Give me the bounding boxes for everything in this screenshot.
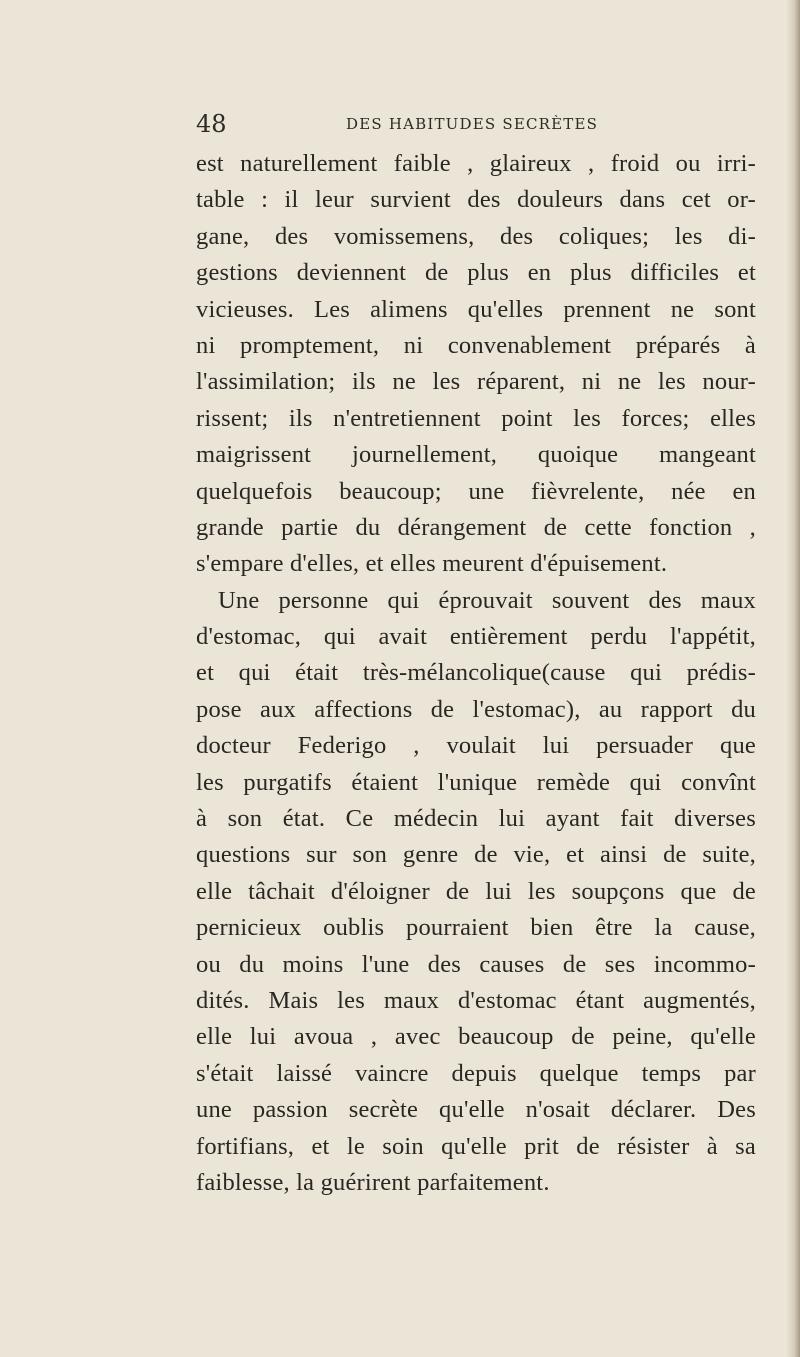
- text-line: pose aux affections de l'estomac), au rapport du: [196, 695, 756, 723]
- paragraph-start-line: Une personne qui éprouvait souvent des maux: [218, 586, 756, 614]
- text-line: ou du moins l'une des causes de ses incommo-: [196, 950, 756, 978]
- text-line: ni promptement, ni convenablement préparés à: [196, 331, 756, 359]
- text-line: elle tâchait d'éloigner de lui les soupçons que de: [196, 877, 756, 905]
- text-line: questions sur son genre de vie, et ainsi de suite,: [196, 841, 756, 869]
- text-line: elle lui avoua , avec beaucoup de peine, qu'elle: [196, 1023, 756, 1051]
- running-title: DES HABITUDES SECRÈTES: [346, 115, 599, 133]
- text-line: fortifians, et le soin qu'elle prit de résister à sa: [196, 1132, 756, 1160]
- paragraph-end-line: s'empare d'elles, et elles meurent d'épuisement.: [196, 550, 668, 578]
- text-line: rissent; ils n'entretiennent point les forces; elles: [196, 404, 756, 432]
- text-line: vicieuses. Les alimens qu'elles prennent ne sont: [196, 295, 756, 323]
- text-line: maigrissent journellement, quoique mangeant: [196, 441, 756, 469]
- text-line: à son état. Ce médecin lui ayant fait diverses: [196, 805, 756, 833]
- text-line: est naturellement faible , glaireux , froid ou irri-: [196, 150, 756, 177]
- text-line: et qui était très-mélancolique(cause qui prédis-: [196, 659, 756, 687]
- text-line: les purgatifs étaient l'unique remède qui convînt: [196, 768, 756, 796]
- text-line: d'estomac, qui avait entièrement perdu l'appétit,: [196, 623, 756, 651]
- page-edge-shadow: [786, 0, 800, 1357]
- text-line: docteur Federigo , voulait lui persuader que: [196, 732, 756, 760]
- text-line: grande partie du dérangement de cette fonction ,: [196, 513, 756, 541]
- text-line: quelquefois beaucoup; une fièvrelente, née en: [196, 477, 756, 505]
- running-head: [196, 107, 752, 141]
- text-line: s'était laissé vaincre depuis quelque temps par: [196, 1059, 756, 1087]
- text-line: pernicieux oublis pourraient bien être la cause,: [196, 914, 756, 942]
- page-number: 48: [196, 110, 227, 138]
- body-text: [196, 146, 756, 1201]
- text-line: une passion secrète qu'elle n'osait déclarer. Des: [196, 1096, 756, 1124]
- text-line: l'assimilation; ils ne les réparent, ni ne les nour-: [196, 368, 756, 396]
- paragraph-end-line: faiblesse, la guérirent parfaitement.: [196, 1168, 550, 1196]
- text-line: table : il leur survient des douleurs dans cet or-: [196, 186, 756, 214]
- text-line: dités. Mais les maux d'estomac étant augmentés,: [196, 986, 756, 1014]
- text-line: gestions deviennent de plus en plus difficiles et: [196, 259, 756, 287]
- text-line: gane, des vomissemens, des coliques; les di-: [196, 222, 756, 250]
